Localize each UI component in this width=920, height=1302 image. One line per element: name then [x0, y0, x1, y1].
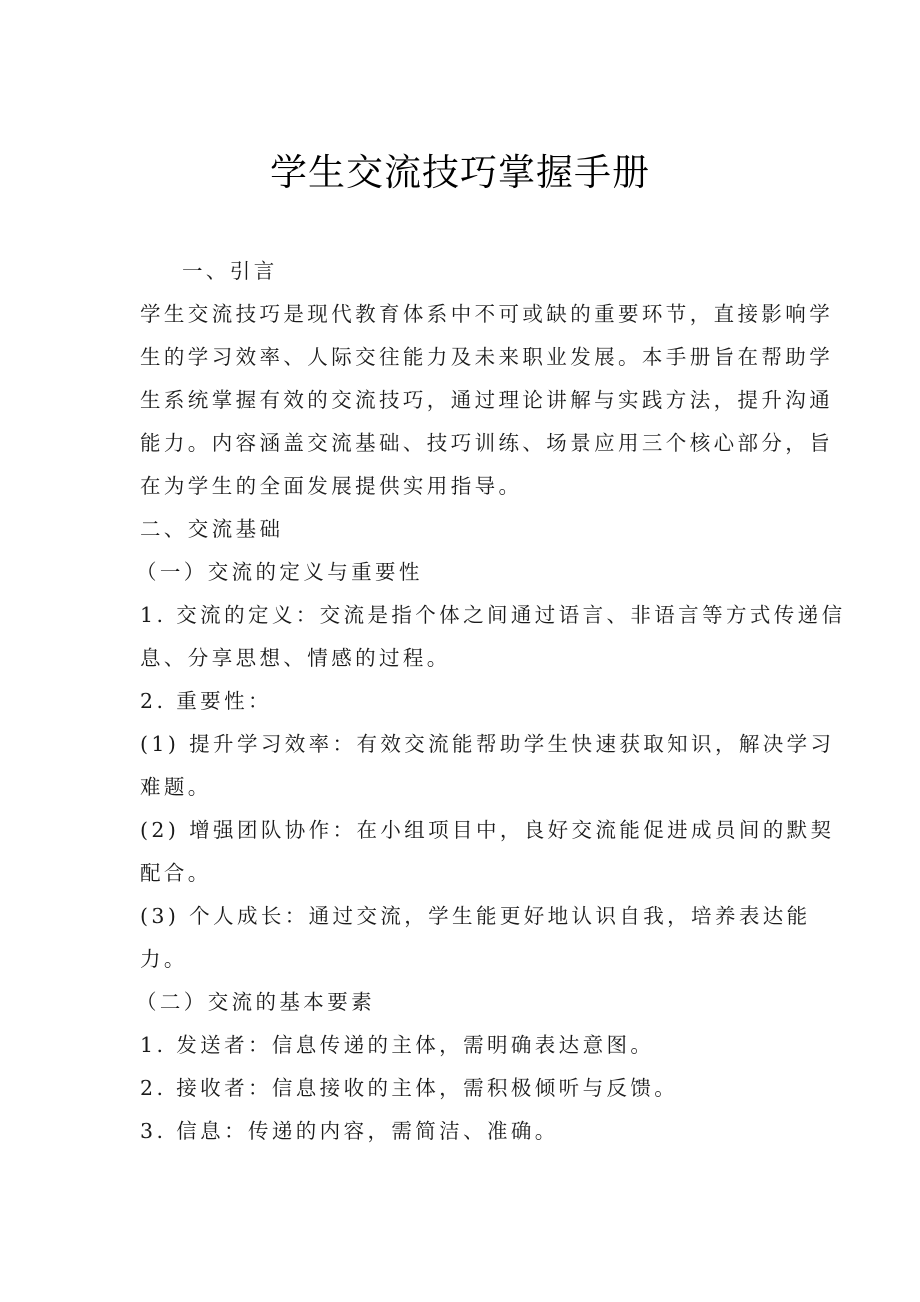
paragraph-line: 生的学习效率、人际交往能力及未来职业发展。本手册旨在帮助学 [140, 345, 834, 369]
paragraph-line: 能力。内容涵盖交流基础、技巧训练、场景应用三个核心部分，旨 [140, 431, 834, 455]
paragraph-line: 在为学生的全面发展提供实用指导。 [140, 474, 523, 498]
sub-list-item: (1) 提升学习效率：有效交流能帮助学生快速获取知识，解决学习 [140, 732, 835, 756]
list-item: 2. 接收者：信息接收的主体，需积极倾听与反馈。 [140, 1076, 679, 1100]
paragraph-line: 生系统掌握有效的交流技巧，通过理论讲解与实践方法，提升沟通 [140, 388, 834, 412]
sub-list-item: (2) 增强团队协作：在小组项目中，良好交流能促进成员间的默契 [140, 818, 835, 842]
paragraph-line: 学生交流技巧是现代教育体系中不可或缺的重要环节，直接影响学 [140, 302, 834, 326]
sub-list-item-continuation: 力。 [140, 947, 188, 971]
section-heading-basics: 二、交流基础 [140, 517, 284, 541]
sub-list-item-continuation: 配合。 [140, 861, 212, 885]
list-item: 2. 重要性： [140, 689, 272, 713]
subsection-heading-elements: （二）交流的基本要素 [136, 990, 375, 1014]
document-body [136, 250, 846, 1153]
sub-list-item: (3) 个人成长：通过交流，学生能更好地认识自我，培养表达能 [140, 904, 811, 928]
document-title: 学生交流技巧掌握手册 [270, 151, 650, 194]
subsection-heading-definition: （一）交流的定义与重要性 [136, 560, 423, 584]
list-item-continuation: 息、分享思想、情感的过程。 [140, 646, 451, 670]
sub-list-item-continuation: 难题。 [140, 775, 212, 799]
list-item: 1. 交流的定义：交流是指个体之间通过语言、非语言等方式传递信 [140, 603, 846, 627]
section-heading-introduction: 一、引言 [182, 259, 278, 283]
list-item: 1. 发送者：信息传递的主体，需明确表达意图。 [140, 1033, 655, 1057]
list-item: 3. 信息：传递的内容，需简洁、准确。 [140, 1119, 559, 1143]
